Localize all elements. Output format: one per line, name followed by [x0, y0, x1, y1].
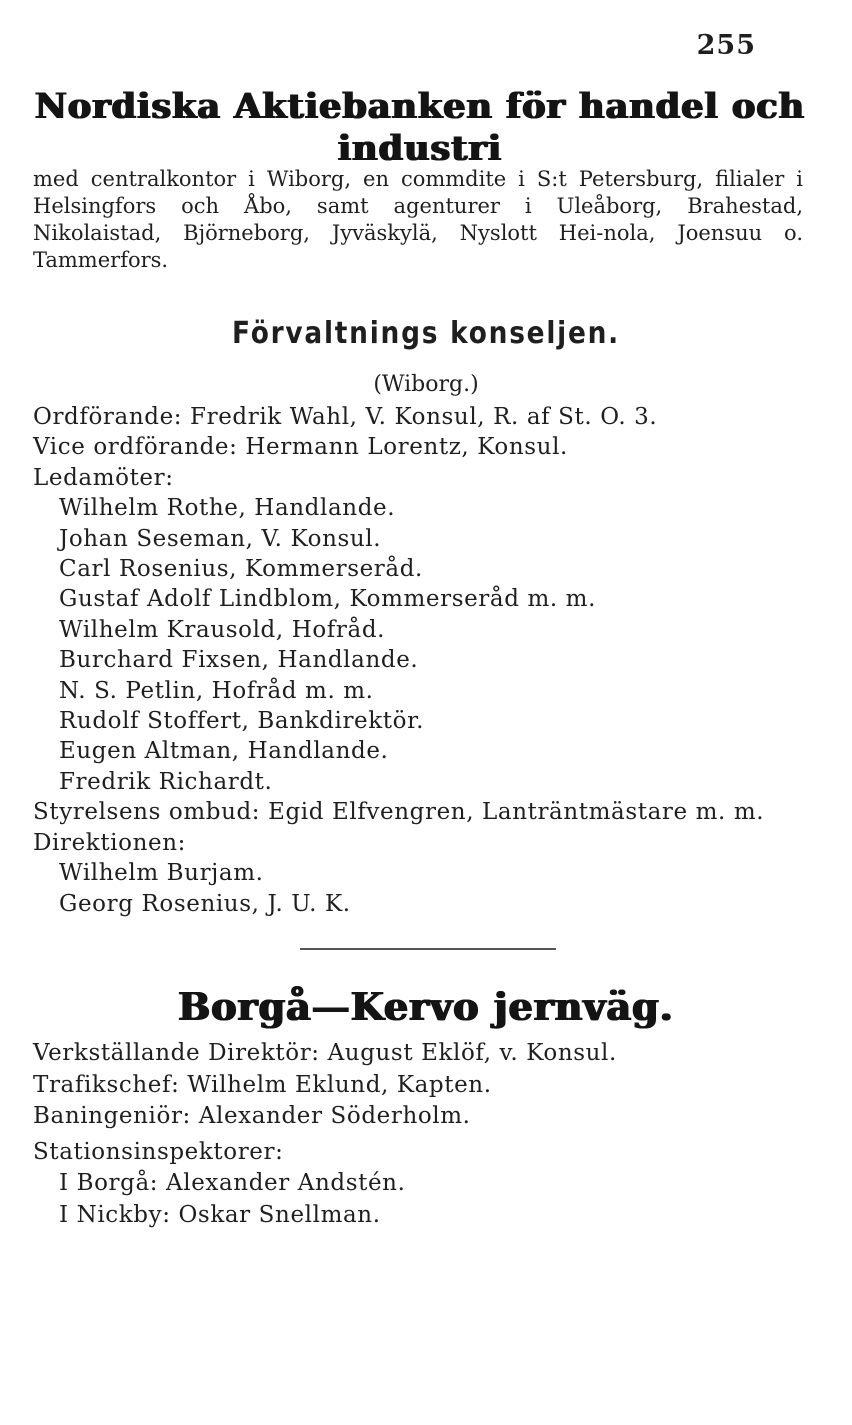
railway-entry-director: Verkställande Direktör: August Eklöf, v. Konsul.	[33, 1040, 617, 1066]
board-member: Johan Seseman, V. Konsul.	[59, 525, 382, 552]
railway-entries	[33, 1038, 813, 1231]
board-member: Wilhelm Rothe, Handlande.	[59, 495, 396, 522]
board-location: (Wiborg.)	[373, 372, 479, 397]
board-member: Carl Rosenius, Kommerseråd.	[59, 556, 423, 583]
railway-inspector: I Nickby: Oskar Snellman.	[59, 1201, 381, 1228]
board-member: Gustaf Adolf Lindblom, Kommerseråd m. m.	[59, 586, 596, 613]
board-member: Fredrik Richardt.	[59, 768, 273, 795]
direktion-member: Georg Rosenius, J. U. K.	[59, 890, 351, 917]
direktion-member: Wilhelm Burjam.	[59, 860, 264, 887]
board-heading: Förvaltnings konseljen.	[232, 316, 620, 351]
bank-description: med centralkontor i Wiborg, en commdite i S:t Petersburg, filialer i Helsingfors och Åbo, samt agenturer i Uleåborg, Brahestad, Nikolaistad, Björneborg, Jyväskylä, Nyslott Hei-nola, Joensuu o. Tammerfors.	[33, 167, 803, 272]
board-entries	[33, 402, 813, 919]
board-entry-chairman: Ordförande: Fredrik Wahl, V. Konsul, R. af St. O. 3.	[33, 404, 658, 430]
board-entry-direktionen-label: Direktionen:	[33, 829, 186, 856]
board-member: Wilhelm Krausold, Hofråd.	[59, 616, 386, 643]
page-number: 255	[696, 30, 756, 61]
board-entry-ombud: Styrelsens ombud: Egid Elfvengren, Lanträntmästare m. m.	[33, 799, 765, 826]
railway-entry-traffic-chief: Trafikschef: Wilhelm Eklund, Kapten.	[33, 1071, 492, 1098]
railway-title: Borgå—Kervo jernväg.	[178, 984, 674, 1029]
board-entry-vice-chairman: Vice ordförande: Hermann Lorentz, Konsul.	[33, 434, 568, 461]
board-member: Burchard Fixsen, Handlande.	[59, 647, 419, 674]
bank-title: Nordiska Aktiebanken för handel och industri	[34, 86, 806, 169]
board-member: Eugen Altman, Handlande.	[59, 738, 389, 765]
railway-entry-engineer: Baningeniör: Alexander Söderholm.	[33, 1103, 471, 1129]
board-member: N. S. Petlin, Hofråd m. m.	[59, 677, 374, 704]
board-member: Rudolf Stoffert, Bankdirektör.	[59, 708, 425, 735]
railway-inspector: I Borgå: Alexander Andstén.	[59, 1170, 406, 1196]
section-divider	[300, 948, 556, 950]
board-entry-members-label: Ledamöter:	[33, 464, 174, 491]
railway-entry-inspectors-label: Stationsinspektorer:	[33, 1138, 284, 1165]
